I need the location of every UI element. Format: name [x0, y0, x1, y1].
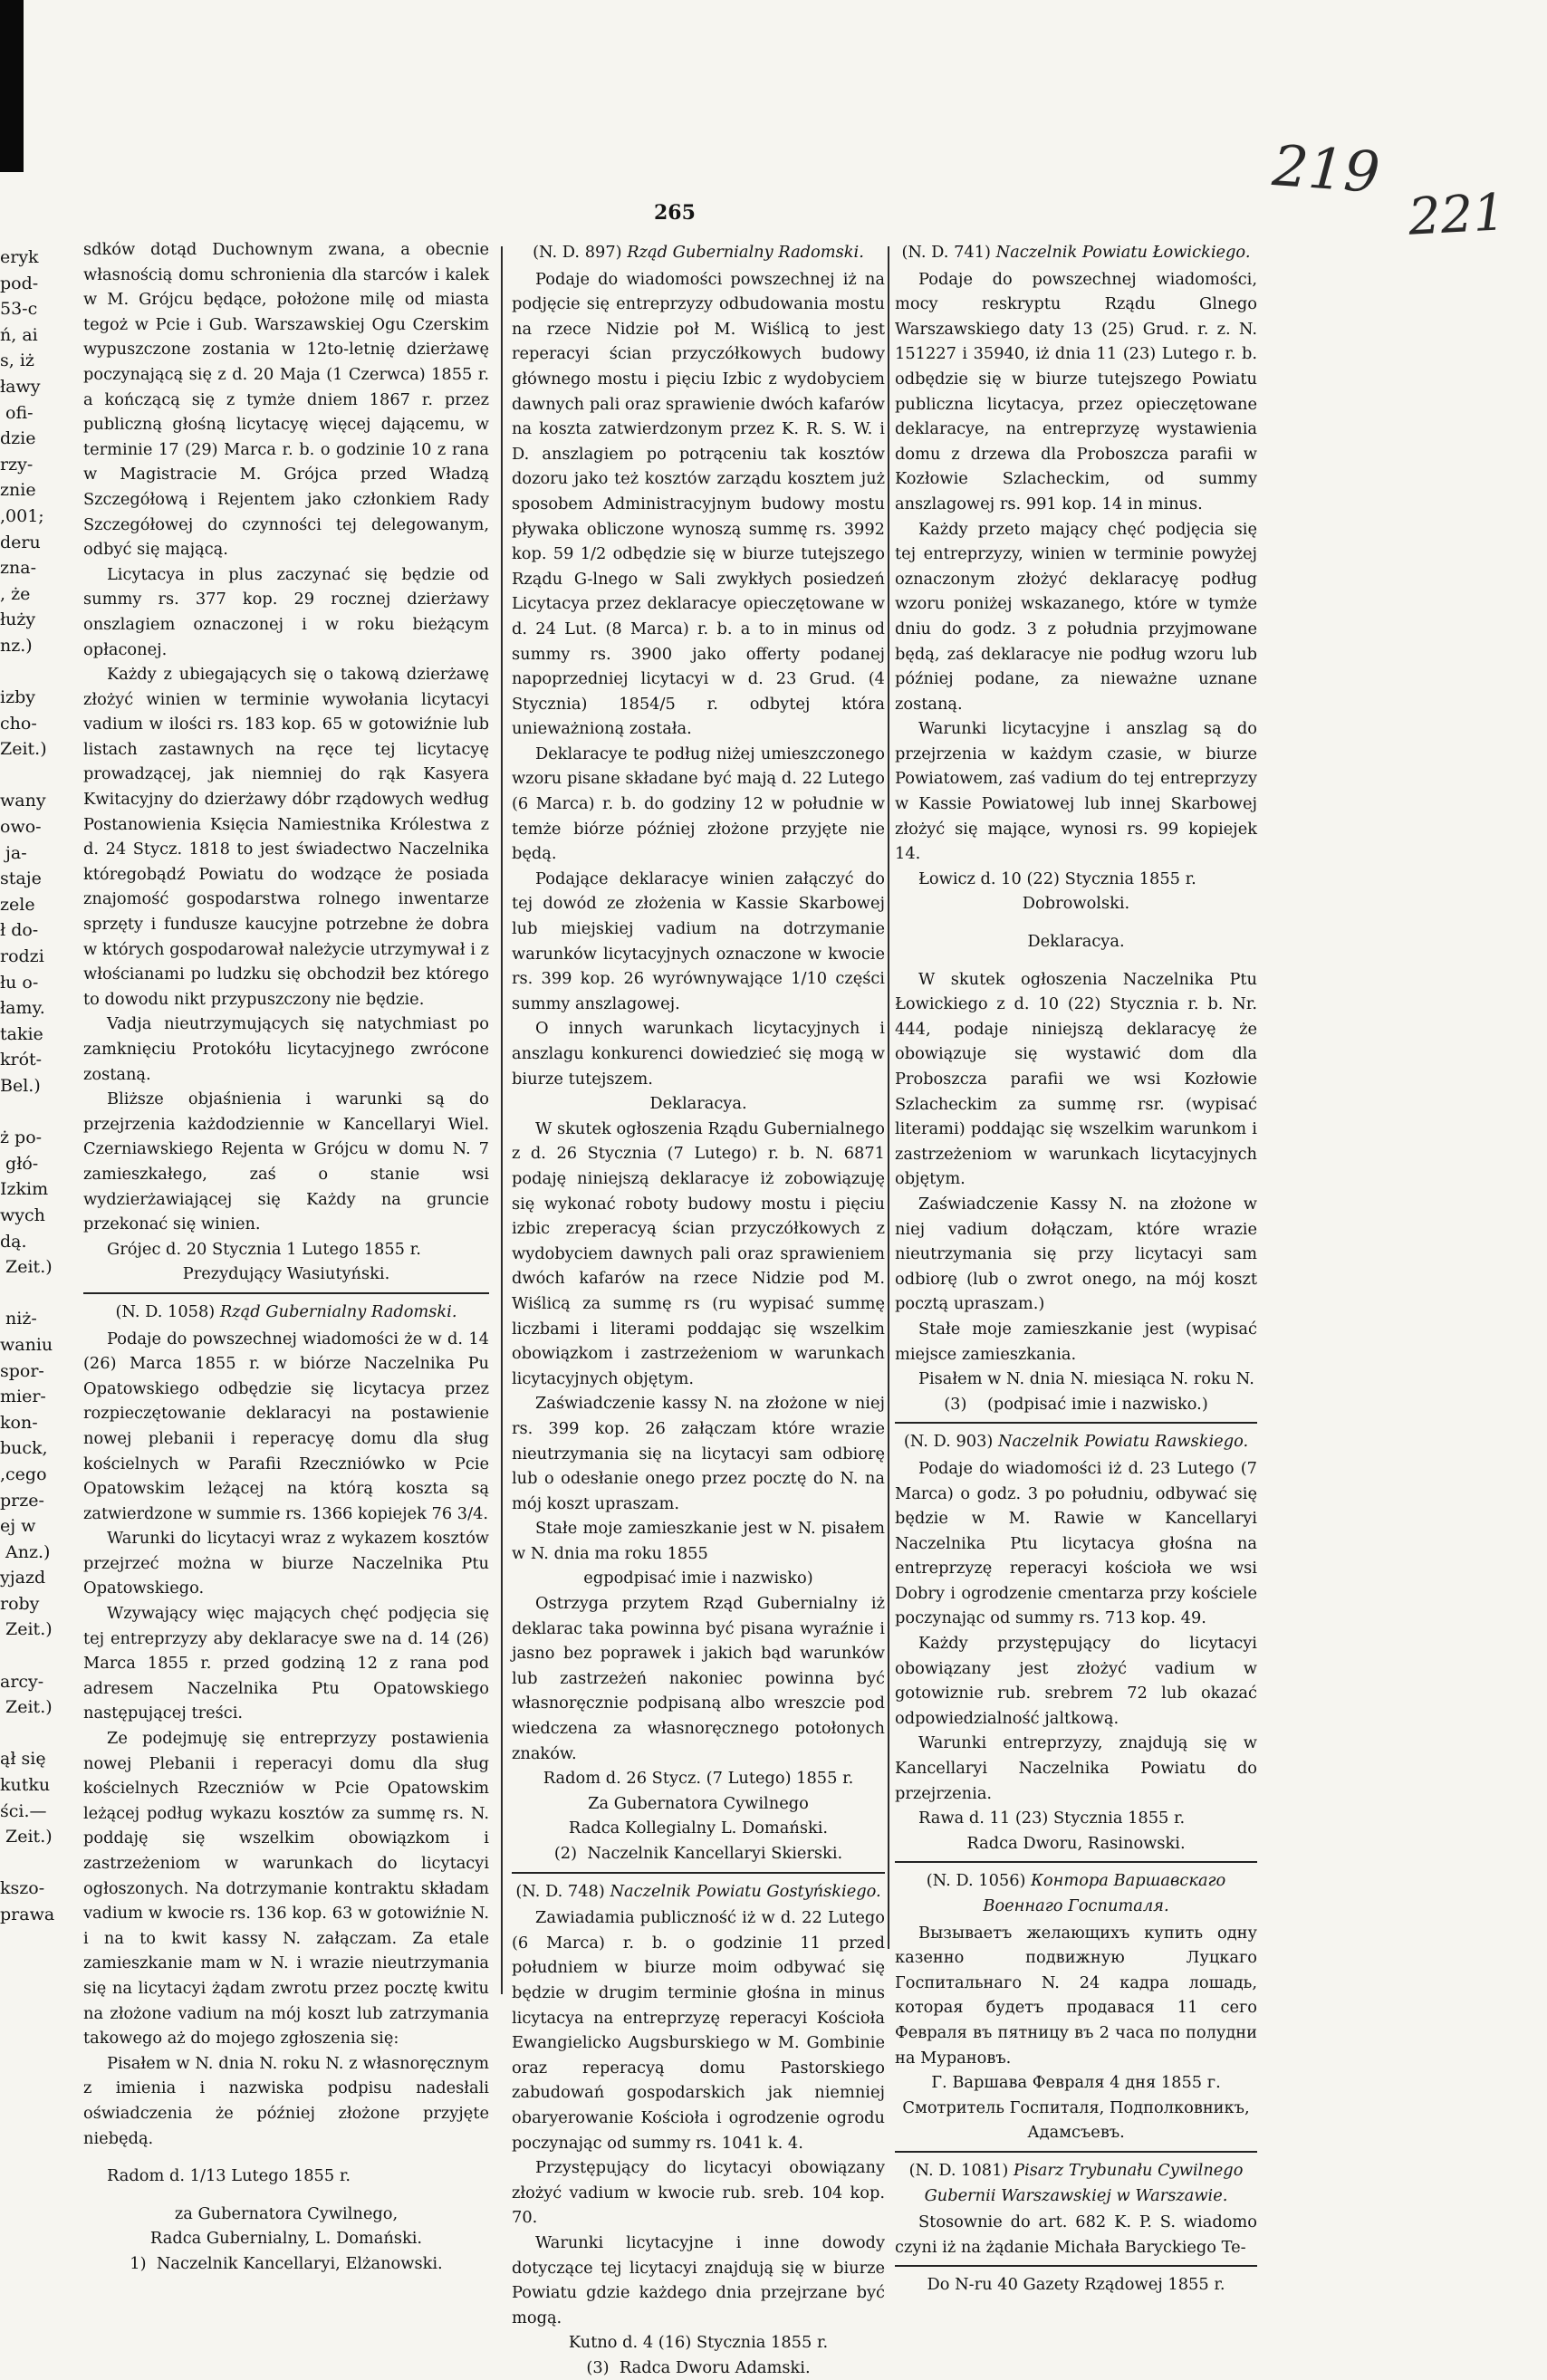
paragraph: Stałe moje zamieszkanie jest (wypisać miejsce zamieszkania.: [895, 1319, 1257, 1364]
column-rule-2: [888, 246, 889, 1949]
paragraph: Podaje do powszechnej wiadomości, mocy reskryptu Rządu Glnego Warszawskiego daty 13 (25) Grud. r. z. N. 151227 i 35940, iż dnia 11 (23) Lutego r. b. odbędzie się w biurze tutejszego Powiatu publiczna licytacya, przez opieczętowane deklaracye, na entreprzyzę wystawienia domu z drzewa dla Proboszcza parafii w Kozłowie Szlacheckim, od summy anszlagowej rs. 991 kop. 14 in minus.: [895, 269, 1257, 513]
notice-number: (N. D. 741): [901, 243, 991, 262]
paragraph: Warunki entreprzyzy, znajdują się w Kancellaryi Naczelnika Powiatu do przejrzenia.: [895, 1733, 1257, 1803]
section-divider: [895, 2151, 1257, 2153]
signature: Radca Kollegialny L. Domański.: [568, 1819, 829, 1838]
paragraph: Zaświadczenie kassy N. na złożone w niej rs. 399 kop. 26 załączam które wrazie nieutrzymania się na licytacyi sam odbiorę lub o odesłanie onego przez pocztę do N. na mój koszt upraszam.: [512, 1394, 885, 1513]
signature: Адамсъевъ.: [1027, 2123, 1125, 2143]
signature-line: [895, 1392, 1257, 1417]
notice-title: Naczelnik Powiatu Gostyńskiego.: [610, 1881, 881, 1901]
date-line: Radom d. 1/13 Lutego 1855 r.: [107, 2166, 351, 2186]
date-line: Radom d. 26 Stycz. (7 Lutego) 1855 r.: [543, 1769, 854, 1789]
notice-number: (N. D. 903): [903, 1432, 994, 1452]
date-line: Rawa d. 11 (23) Stycznia 1855 r.: [918, 1809, 1186, 1828]
date-line: Łowicz d. 10 (22) Stycznia 1855 r.: [918, 869, 1196, 888]
page-number: 265: [654, 201, 696, 225]
notice-title: Naczelnik Powiatu Łowickiego.: [995, 243, 1251, 262]
notice-header: [83, 1300, 489, 1325]
notice-index: (3): [586, 2357, 610, 2377]
handwritten-number-2: 221: [1407, 183, 1507, 247]
notice-header: [895, 1868, 1257, 1918]
paragraph: W skutek ogłoszenia Rządu Gubernialnego z d. 26 Stycznia (7 Lutego) r. b. N. 6871 podaję niniejszą deklaracye iż zobowiązuję się wykonać roboty budowy mostu i pięciu izbic zreperacyą ścian przyczółkowych z wydobyciem dawnych pali oraz sprawieniem dwóch kafarów na rzece Nidzie pod M. Wiślicą za summę rs (ru wypisać summę liczbami i literami poddając się wszelkim obowiązkom i zastrzeżeniom w warunkach licytacyjnych objętym.: [512, 1118, 885, 1388]
scan-edge-bar: [0, 0, 24, 172]
notice-header: [895, 240, 1257, 265]
signature: Г. Варшава Февраля 4 дня 1855 г.: [931, 2073, 1221, 2093]
notice-index: (3): [944, 1394, 967, 1414]
paragraph: Podaje do wiadomości powszechnej iż na podjęcie się entreprzyzy odbudowania mostu na rzece Nidzie poł M. Wiślicą to jest reperacyi ścian przyczółkowych budowy głównego mostu i pięciu Izbic z wydobyciem dawnych pali oraz sprawienie dwóch kafarów na koszta zatwierdzonym przez K. R. S. W. i D. anszlagiem po potrąceniu tak kosztów dozoru jako też kosztów zarządu kosztem już sposobem Administracyjnym budowy mostu pływaka obliczone wynoszą summę rs. 3992 kop. 59 1/2 odbędzie się w biurze tutejszego Rządu G-lnego w Sali zwykłych posiedzeń Licytacya przez deklaracye opieczętowane w d. 24 Lut. (8 Marca) r. b. a to in minus od summy rs. 3900 jako offerty podanej napoprzedniej licytacyi w d. 23 Grud. (4 Stycznia) 1854/5 r. odbytej która unieważnioną została.: [512, 269, 885, 739]
paragraph: Ostrzyga przytem Rząd Gubernialny iż deklarac taka powinna być pisana wyraźnie i jasno bez poprawek i jakich bąd warunków lub zastrzeżeń nakoniec powinna być własnoręcznie podpisaną albo wreszcie pod wiedczena za własnoręcznego potołonych znaków.: [512, 1594, 885, 1763]
paragraph: Warunki licytacyjne i inne dowody dotyczące tej licytacyi znajdują się w biurze Powiatu gdzie każdego dnia przejrzane być mogą.: [512, 2232, 885, 2327]
signature: Za Gubernatora Cywilnego: [588, 1793, 809, 1813]
paragraph: Stałe moje zamieszkanie jest w N. pisałem w N. dnia ma roku 1855: [512, 1519, 885, 1563]
section-divider: [895, 1861, 1257, 1863]
notice-header: [512, 240, 885, 265]
section-divider: [512, 1872, 885, 1874]
paragraph: Każdy z ubiegających się o takową dzierżawę złożyć winien w terminie wywołania licytacyi vadium w ilości rs. 183 kop. 65 w gotowiźnie lub listach zastawnych na ręce tej licytacyę prowadzącej, jak niemniej do rąk Kasyera Kwitacyjny do dzierżawy dóbr rządowych według Postanowienia Księcia Namiestnika Królestwa z d. 24 Stycz. 1818 to jest świadectwo Naczelnika któregobądź Powiatu do wodzące że posiada znajomość gospodarstwa rolnego inwentarze sprzęty i fundusze kaucyjne potrzebne że dobra w których gospodarował należycie utrzymywał i z włościanami po ludzku się obchodził bez którego to dowodu nikt przypuszczony nie będzie.: [83, 665, 489, 1009]
notice-number: (N. D. 748): [515, 1881, 605, 1901]
date-line: Kutno d. 4 (16) Stycznia 1855 r.: [568, 2333, 829, 2353]
date-line: Grójec d. 20 Stycznia 1 Lutego 1855 r.: [107, 1239, 421, 1259]
paragraph: Zaświadczenie Kassy N. na złożone w niej vadium dołączam, które wrazie nieutrzymania się przy licytacyi sam odbiorę (lub o zwrot onego, na mój koszt pocztą upraszam.): [895, 1194, 1257, 1314]
signature-line: [83, 2251, 489, 2277]
signature-line: [512, 2356, 885, 2380]
declaration-title: Deklaracya.: [1027, 932, 1125, 952]
notice-index: (2): [553, 1844, 578, 1863]
paragraph: Warunki do licytacyi wraz z wykazem kosztów przejrzeć można w biurze Naczelnika Ptu Opatowskiego.: [83, 1529, 489, 1598]
signature: Naczelnik Kancellaryi, Elżanowski.: [156, 2253, 443, 2273]
signature-instruction: egpodpisać imie i nazwisko): [583, 1569, 813, 1588]
signature: (podpisać imie i nazwisko.): [987, 1394, 1208, 1414]
paragraph: Вызываетъ желающихъ купить одну казенно подвижную Луцкаго Госпитальнаго N. 24 кадра лошадь, которая будетъ продавася 11 сего Февраля въ пятницу въ 2 часа по полудни на Мурановъ.: [895, 1923, 1257, 2068]
notice-number: (N. D. 897): [533, 243, 622, 262]
paragraph: W skutek ogłoszenia Naczelnika Ptu Łowickiego z d. 10 (22) Stycznia r. b. Nr. 444, podaje niniejszą deklaracyę że obowiązuje się wystawić dom dla Proboszcza parafii we wsi Kozłowie Szlacheckim za summę rsr. (wypisać literami) poddając się wszelkim warunkom i zastrzeżeniom w warunkach licytacyjnych objętym.: [895, 969, 1257, 1189]
paragraph: O innych warunkach licytacyjnych i anszlagu konkurenci dowiedzieć się mogą w biurze tutejszem.: [512, 1019, 885, 1089]
paragraph: Podające deklaracye winien załączyć do tej dowód ze złożenia w Kassie Skarbowej lub miejskiej vadium na dotrzymanie warunków licytacyjnych oznaczone w kwocie rs. 399 kop. 26 wyrównywające 1/10 części summy anszlagowej.: [512, 869, 885, 1013]
paragraph: Stosownie do art. 682 K. P. S. wiadomo czyni iż na żądanie Michała Baryckiego Te-: [895, 2212, 1257, 2257]
section-divider: [83, 1292, 489, 1294]
declaration-title: Deklaracya.: [649, 1094, 747, 1114]
paragraph: Podaje do powszechnej wiadomości że w d. 14 (26) Marca 1855 r. w biórze Naczelnika Pu Opatowskiego odbędzie się licytacya przez rozpieczętowanie deklaracyi na postawienie nowej plebanii i reperacyę domu dla sług kościelnych w Parafii Rzeczniówko w Pcie Opatowskim leżącej na którą koszta są zatwierdzone w summie rs. 1366 kopiejek 76 3/4.: [83, 1329, 489, 1523]
page-footer: Do N-ru 40 Gazety Rządowej 1855 r.: [927, 2275, 1225, 2295]
notice-title: Rząd Gubernialny Radomski.: [627, 243, 864, 262]
notice-title: Контора Варшавскаго Военнаго Госпиталя.: [983, 1871, 1226, 1915]
paragraph: Deklaracye te podług niżej umieszczonego wzoru pisane składane być mają d. 22 Lutego (6 Marca) r. b. do godziny 12 w południe w temże biórze później złożone przyjęte nie będą.: [512, 744, 885, 864]
notice-title: Naczelnik Powiatu Rawskiego.: [998, 1432, 1249, 1452]
signature: Radca Gubernialny, L. Domański.: [149, 2229, 423, 2249]
section-divider: [895, 2265, 1257, 2267]
signature: Naczelnik Kancellaryi Skierski.: [587, 1844, 843, 1863]
signature: Dobrowolski.: [1022, 894, 1130, 914]
notice-title: Pisarz Trybunału Cywilnego Gubernii Warszawskiej w Warszawie.: [924, 2160, 1244, 2205]
signature: Prezydujący Wasiutyński.: [182, 1264, 390, 1284]
handwritten-number-1: 219: [1270, 131, 1382, 206]
paragraph: sdków dotąd Duchownym zwana, a obecnie własnością domu schronienia dla starców i kalek w M. Grójcu będące, położone milę od miasta tegoż w Pcie i Gub. Warszawskiej Ogu Czerskim wypuszczone zostania w 12to-letnię dzierżawę poczynającą się z d. 20 Maja (1 Czerwca) 1855 r. a kończącą się z tymże dniem 1867 r. przez publiczną głośną licytacyę więcej dającemu, w terminie 17 (29) Marca r. b. o godzinie 10 z rana w Magistracie M. Grójca przed Władzą Szczegółową i Rejentem jako członkiem Rady Szczegółowej do czynności tej delegowanym, odbyć się mającą.: [83, 240, 489, 560]
signature-line: [512, 1841, 885, 1867]
notice-header: [895, 2158, 1257, 2208]
paragraph: Bliższe objaśnienia i warunki są do przejrzenia każdodziennie w Kancellaryi Wiel. Czerniawskiego Rejenta w Grójcu w domu N. 7 zamieszkałego, zaś o stanie wsi wydzierżawiającej się Każdy na gruncie przekonać się winien.: [83, 1089, 489, 1234]
paragraph: Każdy przystępujący do licytacyi obowiązany jest złożyć vadium w gotowiznie rub. srebrem 72 lub okazać odpowiedzialność jaltkową.: [895, 1634, 1257, 1728]
left-margin-stubs: eryk pod- 53-c ń, ai s, iż ławy ofi- dzie rzy- znie ,001; deru zna- , że łuży nz.) izby cho- Zeit.) wany owo- ja- staje zele ł do- rodzi łu o- łamy. takie krót- Bel.) ż po- głó- Izkim wych dą. Zeit.) niż- waniu spor- mier- kon- buck, ,cego prze- ej w Anz.) yjazd roby Zeit.) arcy- Zeit.) ął się kutku ści.— Zeit.) kszo- prawa: [0, 247, 55, 1924]
notice-number: (N. D. 1081): [908, 2160, 1009, 2180]
paragraph: Vadja nieutrzymujących się natychmiast po zamknięciu Protokółu licytacyjnego zwrócone zostaną.: [83, 1014, 489, 1084]
paragraph: Przystępujący do licytacyi obowiązany złożyć vadium w kwocie rub. sreb. 104 kop. 70.: [512, 2158, 885, 2228]
section-divider: [895, 1422, 1257, 1424]
paragraph: Wzywający więc mających chęć podjęcia się tej entreprzyzy aby deklaracye swe na d. 14 (26) Marca 1855 r. przed godziną 12 z rana pod adresem Naczelnika Ptu Opatowskiego następującej treści.: [83, 1604, 489, 1723]
column-3: [895, 237, 1257, 2298]
paragraph: Ze podejmuję się entreprzyzy postawienia nowej Plebanii i reperacyi domu dla sług kościelnych Rzeczniów w Pcie Opatowskim leżącej podług wykazu kosztów za summę rs. N. poddaję się wszelkim obowiązkom i zastrzeżeniom w warunkach do licytacyi ogłoszonych. Na dotrzymanie kontraktu składam vadium w kwocie rs. 136 kop. 63 w gotowiźnie N. i na to kwit kassy N. załączam. Za etale zamieszkanie mam w N. i wrazie nieutrzymania się na licytacyi żądam zwrotu przez pocztę kwitu na złożone vadium na mój koszt lub zatrzymania takowego aż do mojego zgłoszenia się:: [83, 1729, 489, 2049]
signature: Radca Dworu Adamski.: [619, 2357, 811, 2377]
notice-title: Rząd Gubernialny Radomski.: [219, 1301, 457, 1321]
paragraph: Licytacya in plus zaczynać się będzie od summy rs. 377 kop. 29 rocznej dzierżawy onszlagiem oznaczonej i w roku bieżącym opłaconej.: [83, 564, 489, 659]
notice-number: (N. D. 1058): [115, 1301, 216, 1321]
notice-header: [895, 1429, 1257, 1454]
notice-number: (N. D. 1056): [926, 1871, 1026, 1891]
paragraph: Każdy przeto mający chęć podjęcia się tej entreprzyzy, winien w terminie powyżej oznaczonym złożyć deklaracyę podług wzoru poniżej wskazanego, które w tymże dniu do godz. 3 z południa przyjmowane będą, zaś deklaracye nie podług wzoru lub później podane, za nieważne uznane zostaną.: [895, 519, 1257, 714]
signature: za Gubernatora Cywilnego,: [174, 2203, 399, 2223]
signature: Смотритель Госпиталя, Подполковникъ,: [902, 2097, 1250, 2117]
paragraph: Warunki licytacyjne i anszlag są do przejrzenia w każdym czasie, w biurze Powiatowem, zaś vadium do tej entreprzyzy w Kassie Powiatowej lub innej Skarbowej złożyć się mające, wynosi rs. 99 kopiejek 14.: [895, 719, 1257, 864]
paragraph: Pisałem w N. dnia N. miesiąca N. roku N.: [918, 1369, 1254, 1389]
notice-header: [512, 1879, 885, 1905]
column-2: [512, 237, 885, 2380]
column-rule-1: [501, 246, 503, 1994]
paragraph: Podaje do wiadomości iż d. 23 Lutego (7 Marca) o godz. 3 po południu, odbywać się będzie w M. Rawie w Kancellaryi Naczelnika Ptu licytacya głośna na entreprzyzę reperacyi kościoła we wsi Dobry i ogrodzenie cmentarza przy kościele poczynając od summy rs. 713 kop. 49.: [895, 1458, 1257, 1628]
paragraph: Pisałem w N. dnia N. roku N. z własnoręcznym z imienia i nazwiska podpisu nadesłali oświadczenia że później złożone przyjęte niebędą.: [83, 2053, 489, 2148]
notice-index: 1): [130, 2253, 147, 2273]
signature: Radca Dworu, Rasinowski.: [966, 1833, 1186, 1853]
column-1: [83, 237, 489, 2277]
paragraph: Zawiadamia publiczność iż w d. 22 Lutego (6 Marca) r. b. o godzinie 11 przed południem w biurze moim odbywać się będzie w drugim terminie głośna in minus licytacya na entreprzyzę reperacyi Kościoła Ewangielicko Augsburskiego w M. Gombinie oraz reperacyą domu Pastorskiego zabudowań gospodarskich jak niemniej obaryerowanie Kościoła i ogrodzenie ogrodu poczynając od summy rs. 1041 k. 4.: [512, 1908, 885, 2153]
